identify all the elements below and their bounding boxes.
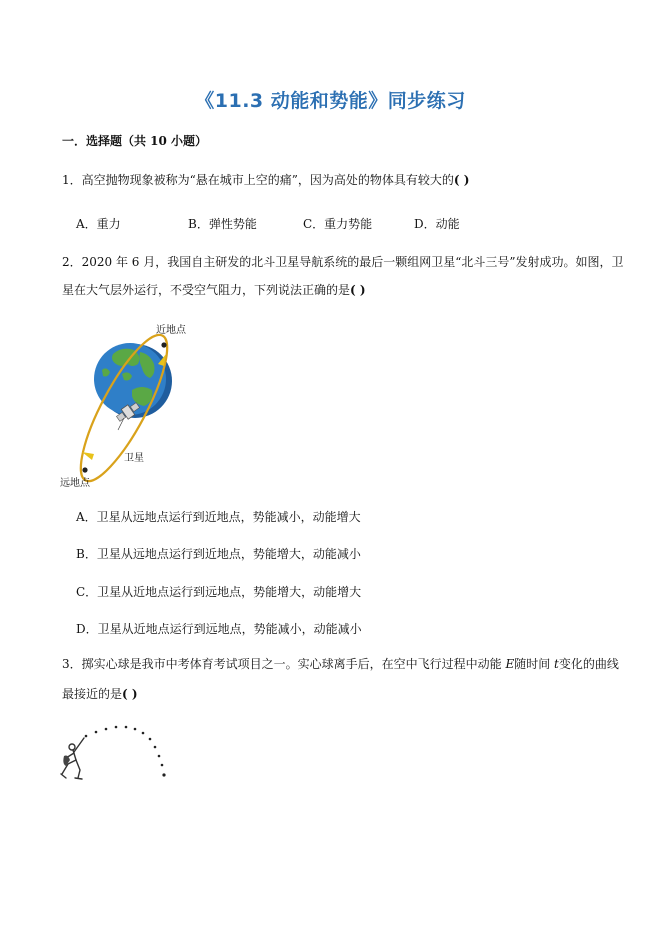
section-heading: 一．选择题（共 10 小题） xyxy=(62,134,208,148)
question-3-text-c: 变化的曲线 xyxy=(558,657,619,671)
q1-option-a: A．重力 xyxy=(76,217,121,231)
satellite-orbit-figure xyxy=(58,318,198,490)
q1-option-d: D．动能 xyxy=(414,217,460,231)
satellite-label: 卫星 xyxy=(124,453,144,464)
trajectory-dots xyxy=(85,726,166,777)
question-3-text-a: 3．掷实心球是我市中考体育考试项目之一。实心球离手后，在空中飞行过程中动能 xyxy=(62,657,506,671)
orbit-arrow-left xyxy=(82,452,94,460)
far-point-marker xyxy=(82,467,87,472)
answer-bracket: ( ) xyxy=(350,283,366,297)
question-3-line-2 xyxy=(62,682,138,706)
question-3-text-b: 随时间 xyxy=(514,657,555,671)
question-2-line-2 xyxy=(62,278,366,302)
time-symbol: t xyxy=(554,657,559,671)
far-point-label: 远地点 xyxy=(60,478,90,489)
q2-option-a: A．卫星从远地点运行到近地点，势能减小，动能增大 xyxy=(76,510,361,524)
q2-option-b: B．卫星从远地点运行到近地点，势能增大，动能减小 xyxy=(76,547,361,561)
q1-option-c: C．重力势能 xyxy=(303,217,373,231)
near-point-label: 近地点 xyxy=(156,325,186,336)
question-2-text: 星在大气层外运行，不受空气阻力，下列说法正确的是 xyxy=(62,283,351,297)
question-3-line-1 xyxy=(62,652,619,676)
shot-put-figure xyxy=(58,722,178,784)
question-1-text: 1．高空抛物现象被称为“悬在城市上空的痛”，因为高处的物体具有较大的 xyxy=(62,173,454,187)
q2-option-c: C．卫星从近地点运行到远地点，势能增大，动能增大 xyxy=(76,585,362,599)
orbit-diagram xyxy=(58,318,198,490)
near-point-marker xyxy=(161,342,166,347)
page-title: 《11.3 动能和势能》同步练习 xyxy=(195,90,466,112)
question-1 xyxy=(62,168,469,192)
shot-put-diagram xyxy=(58,722,178,784)
question-2-line-1: 2．2020 年 6 月，我国自主研发的北斗卫星导航系统的最后一颗组网卫星“北斗三号”发射成功。如图，卫 xyxy=(62,255,624,269)
q1-option-b: B．弹性势能 xyxy=(188,217,257,231)
answer-bracket: ( ) xyxy=(453,173,470,187)
athlete-shorts xyxy=(63,756,70,767)
question-3-text-d: 最接近的是 xyxy=(62,687,123,701)
answer-bracket: ( ) xyxy=(122,687,138,701)
kinetic-energy-symbol: E xyxy=(505,657,515,671)
q2-option-d: D．卫星从近地点运行到远地点，势能减小，动能减小 xyxy=(76,622,362,636)
